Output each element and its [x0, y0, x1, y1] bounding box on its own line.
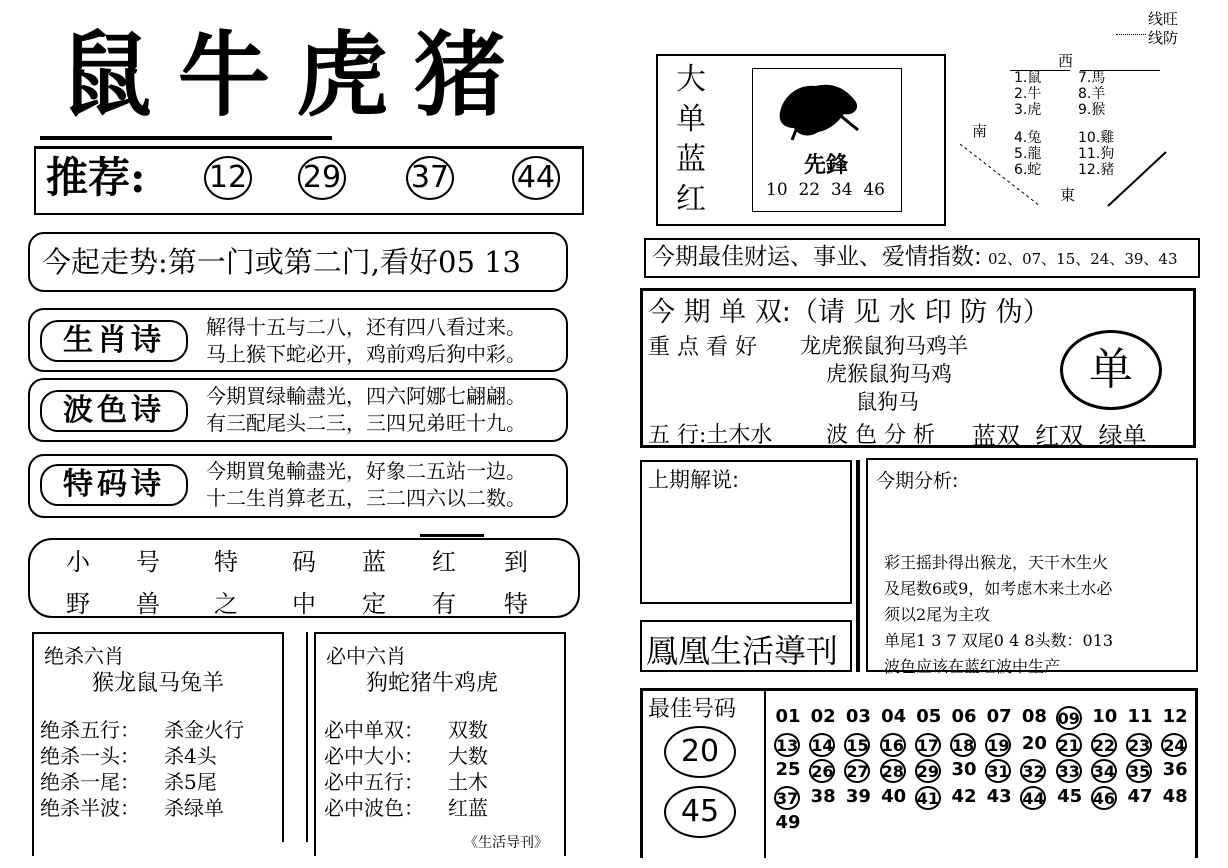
- brand-name: 鳳凰生活導刊: [646, 632, 839, 670]
- compass-entry: 2.牛: [1014, 86, 1042, 102]
- clue-grid-char: 兽: [136, 590, 160, 618]
- number-cell: 26: [809, 759, 835, 783]
- must-row-value: 土木: [448, 770, 488, 794]
- index-numbers: 02、07、15、24、39、43: [988, 250, 1178, 268]
- number-cell: 32: [1020, 759, 1046, 783]
- compass-entry: 12.豬: [1078, 162, 1115, 178]
- number-cell: 46: [1091, 786, 1117, 810]
- number-cell: 23: [1126, 733, 1152, 757]
- must-row-value: 红蓝: [448, 796, 488, 820]
- number-cell: 06: [951, 706, 977, 727]
- kill-row-value: 杀5尾: [164, 770, 217, 794]
- compass-south: 南: [972, 122, 988, 140]
- must-zodiacs: 狗蛇猪牛鸡虎: [366, 671, 499, 696]
- single-badge: 单: [1060, 330, 1162, 410]
- pioneer-side-char: 单: [676, 102, 706, 137]
- kill-row-label: 绝杀一尾：: [40, 770, 140, 794]
- analysis-line: 须以2尾为主攻: [884, 605, 991, 624]
- pioneer-side-char: 蓝: [676, 142, 706, 177]
- index-label: 今期最佳财运、事业、爱情指数:: [652, 244, 982, 270]
- compass-entry: 1.鼠: [1014, 70, 1042, 86]
- number-cell: 31: [985, 759, 1011, 783]
- number-cell: 04: [881, 706, 907, 727]
- number-cell: 02: [810, 706, 836, 727]
- number-cell: 47: [1127, 785, 1153, 807]
- compass-entry: 7.馬: [1078, 70, 1106, 86]
- number-cell: 49: [775, 812, 801, 833]
- compass-entry: 8.羊: [1078, 86, 1106, 102]
- number-cell: 34: [1091, 759, 1117, 783]
- number-cell: 14: [809, 733, 835, 757]
- number-cell: 03: [845, 706, 871, 727]
- clue-grid-mark: [420, 534, 484, 537]
- poem-zodiac-box: [28, 308, 568, 372]
- number-cell: 25: [775, 759, 801, 780]
- best-pick: 45: [664, 786, 736, 838]
- five-elements: 五 行:土木水: [648, 423, 773, 448]
- number-cell: 21: [1056, 733, 1082, 757]
- compass-right-col: [1078, 70, 1114, 178]
- pioneer-side-char: 大: [676, 62, 706, 97]
- number-cell: 35: [1126, 759, 1152, 783]
- compass-diagonals: [950, 136, 1180, 216]
- number-cell: 22: [1091, 733, 1117, 757]
- compass-entry: 4.兔: [1014, 130, 1042, 146]
- number-cell: 28: [880, 759, 906, 783]
- legend-line: [1116, 34, 1146, 35]
- poem-zodiac-line: 解得十五与二八，还有四八看过来。: [206, 315, 526, 339]
- number-cell: 30: [951, 759, 977, 780]
- wave-label: 波 色 分 析: [826, 423, 935, 448]
- kill-row-label: 绝杀五行：: [40, 718, 140, 742]
- number-cell: 39: [845, 785, 871, 807]
- pioneer-side-char: 红: [676, 182, 706, 217]
- number-cell: 33: [1056, 759, 1082, 783]
- compass-entry: 11.狗: [1078, 146, 1115, 162]
- kill-row-value: 杀金火行: [164, 718, 244, 742]
- main-title: 鼠牛虎猪: [60, 21, 533, 129]
- compass-entry: 5.龍: [1014, 146, 1042, 162]
- poem-wave-line: 今期買绿輸盡光，四六阿娜七翩翩。: [206, 384, 526, 408]
- number-cell: 27: [844, 759, 870, 783]
- kill-box-divider: [282, 632, 284, 842]
- poem-special-line: 十二生肖算老五，三二四六以二数。: [206, 486, 526, 510]
- number-cell: 40: [881, 785, 907, 807]
- clue-grid-char: 特: [214, 548, 238, 576]
- trend-box: 今起走势:第一门或第二门,看好05 13: [28, 232, 568, 292]
- must-title: 必中六肖: [326, 644, 406, 668]
- wave-values: 蓝双 红双 绿单: [972, 422, 1147, 450]
- clue-grid-char: 小: [66, 548, 90, 576]
- clue-grid-char: 中: [292, 590, 316, 618]
- number-cell: 13: [774, 733, 800, 757]
- number-cell: 05: [916, 706, 942, 727]
- number-cell: 36: [1162, 759, 1188, 780]
- number-cell: 24: [1161, 733, 1187, 757]
- clue-grid-char: 特: [504, 590, 528, 618]
- compass-entry: 10.雞: [1078, 130, 1115, 146]
- last-issue-label: 上期解说:: [648, 468, 740, 492]
- clue-grid-char: 红: [432, 548, 456, 576]
- must-row-label: 必中单双：: [324, 718, 424, 742]
- best-numbers-divider: [764, 690, 766, 858]
- clue-grid-char: 码: [292, 548, 316, 576]
- focus-line: 虎猴鼠狗马鸡: [826, 362, 952, 386]
- recommend-number: 44: [512, 156, 560, 200]
- number-cell: 29: [915, 759, 941, 783]
- recommend-number: 29: [298, 156, 346, 200]
- number-cell: 08: [1021, 706, 1047, 727]
- must-row-label: 必中大小：: [324, 744, 424, 768]
- poem-wave-line: 有三配尾头二三，三四兄弟旺十九。: [206, 411, 526, 435]
- number-cell: 18: [950, 733, 976, 757]
- compass-left-col: [1014, 70, 1041, 178]
- clue-grid-char: 定: [362, 590, 386, 618]
- poem-zodiac-line: 马上猴下蛇必开，鸡前鸡后狗中彩。: [206, 342, 526, 366]
- compass-entry: 6.蛇: [1014, 162, 1042, 178]
- must-box-divider: [306, 632, 308, 842]
- number-cell: 44: [1020, 786, 1046, 810]
- clue-grid-char: 之: [214, 590, 238, 618]
- focus-line: 鼠狗马: [856, 390, 919, 414]
- number-cell: 41: [915, 786, 941, 810]
- kill-row-label: 绝杀半波：: [40, 796, 140, 820]
- clue-grid-char: 号: [136, 548, 160, 576]
- source-credit: 《生活导刊》: [464, 835, 548, 851]
- analysis-line: 单尾1 3 7 双尾0 4 8头数：013: [884, 631, 1114, 650]
- number-cell: 15: [844, 733, 870, 757]
- number-cell: 10: [1092, 706, 1118, 727]
- best-numbers-label: 最佳号码: [648, 697, 737, 722]
- compass-entry: 9.猴: [1078, 102, 1106, 118]
- poem-label-special: 特码诗: [40, 464, 188, 506]
- poem-label-zodiac: 生肖诗: [40, 320, 188, 362]
- number-cell: 48: [1162, 785, 1188, 807]
- analysis-line: 波色应该在蓝红波中生产: [884, 657, 1061, 676]
- focus-line: 龙虎猴鼠狗马鸡羊: [800, 334, 968, 358]
- pioneer-side-text: [676, 60, 706, 220]
- number-cell: 01: [775, 706, 801, 727]
- kill-row-value: 杀4头: [164, 744, 217, 768]
- must-row-label: 必中波色：: [324, 796, 424, 820]
- pioneer-caption: 先鋒: [804, 153, 849, 178]
- number-cell: 37: [774, 786, 800, 810]
- analysis-label: 今期分析:: [876, 470, 959, 492]
- clue-grid-char: 野: [66, 590, 90, 618]
- poem-special-line: 今期買兔輸盡光，好象二五站一边。: [206, 459, 526, 483]
- number-cell: 20: [1021, 732, 1047, 754]
- must-row-value: 大数: [448, 744, 488, 768]
- clue-grid-char: 到: [504, 548, 528, 576]
- number-cell: 42: [951, 785, 977, 807]
- kill-row-value: 杀绿单: [164, 796, 224, 820]
- number-cell: 38: [810, 785, 836, 807]
- poem-label-wave: 波色诗: [40, 390, 188, 432]
- compass-west: 西: [1058, 52, 1074, 70]
- single-double-title: 今 期 单 双:（请 见 水 印 防 伪）: [648, 297, 1050, 328]
- number-cell: 16: [880, 733, 906, 757]
- must-row-value: 双数: [448, 718, 488, 742]
- recommend-label: 推荐:: [46, 153, 146, 202]
- kill-title: 绝杀六肖: [44, 644, 124, 668]
- pioneer-numbers: 10 22 34 46: [766, 180, 885, 200]
- title-underline: [40, 136, 332, 140]
- clue-grid-char: 蓝: [362, 548, 386, 576]
- number-cell: 45: [1057, 785, 1083, 807]
- kill-zodiacs: 猴龙鼠马兔羊: [92, 671, 225, 696]
- analysis-line: 彩王摇卦得出猴龙，天干木生火: [884, 553, 1109, 572]
- recommend-number: 12: [204, 156, 252, 200]
- tiger-image: [774, 72, 864, 142]
- number-cell: 11: [1127, 706, 1153, 727]
- legend-top: 线旺: [1148, 10, 1179, 28]
- analysis-text: [884, 550, 1113, 680]
- compass-entry: 3.虎: [1014, 102, 1042, 118]
- number-cell: 17: [915, 733, 941, 757]
- poem-special-box: [28, 454, 568, 518]
- number-cell: 12: [1162, 706, 1188, 727]
- analysis-divider: [856, 460, 860, 672]
- poem-wave-box: [28, 378, 568, 442]
- kill-row-label: 绝杀一头：: [40, 744, 140, 768]
- must-row-label: 必中五行：: [324, 770, 424, 794]
- number-cell: 07: [986, 706, 1012, 727]
- best-pick: 20: [664, 726, 736, 778]
- compass-east: 東: [1060, 186, 1076, 204]
- clue-grid-char: 有: [432, 590, 456, 618]
- number-cell: 09: [1056, 706, 1082, 730]
- focus-label: 重 点 看 好: [648, 335, 757, 360]
- analysis-line: 及尾数6或9，如考虑木来土水必: [884, 579, 1113, 598]
- number-cell: 43: [986, 785, 1012, 807]
- number-cell: 19: [985, 733, 1011, 757]
- recommend-number: 37: [406, 156, 454, 200]
- legend-bottom: 线防: [1148, 29, 1179, 47]
